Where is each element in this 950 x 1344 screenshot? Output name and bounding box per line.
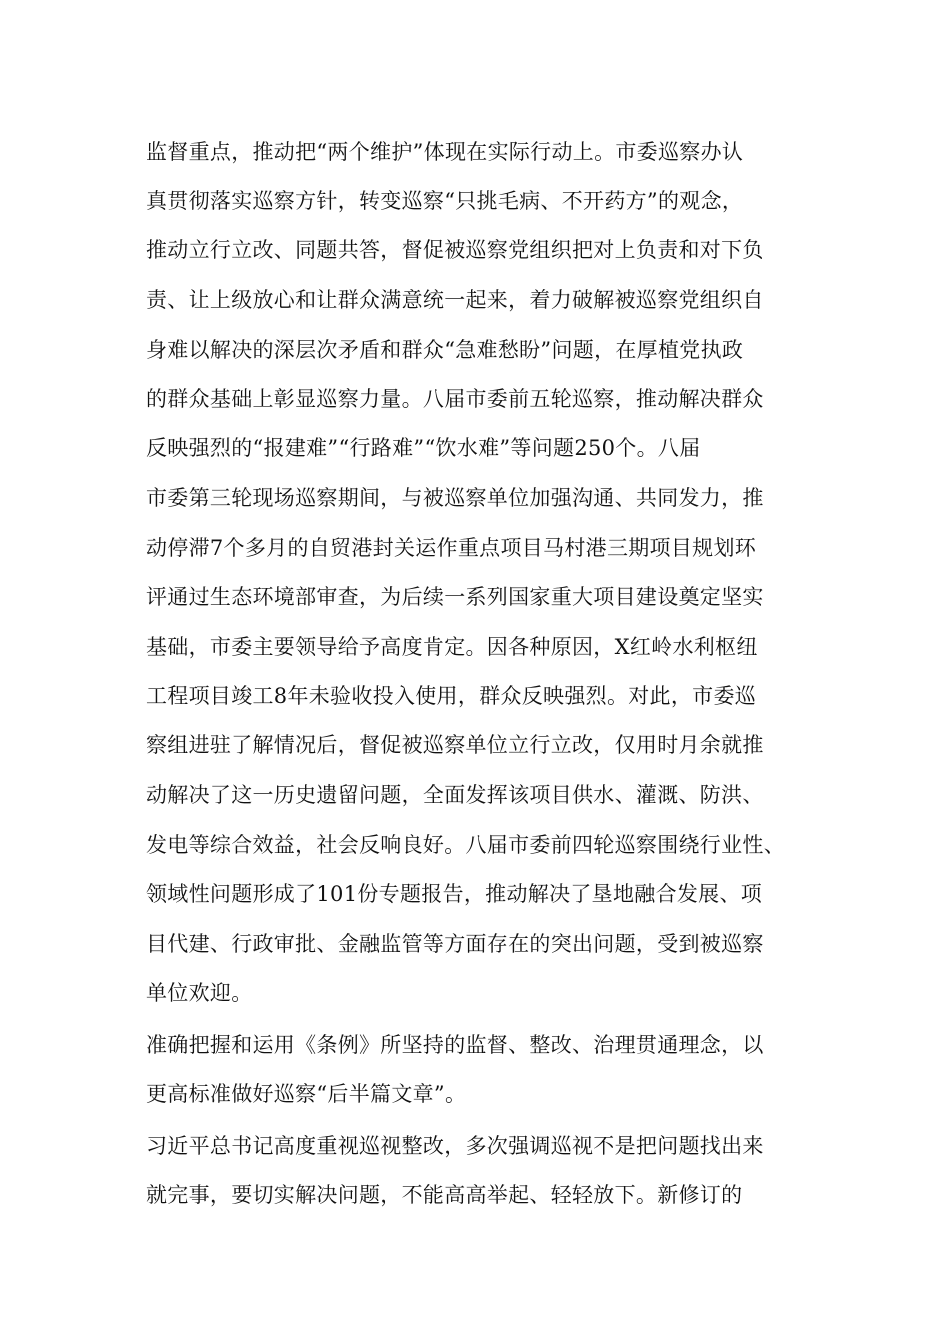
text-line: 身难以解决的深层次矛盾和群众“急难愁盼”问题，在厚植党执政 [146, 338, 744, 362]
text-line: 推动立行立改、同题共答，督促被巡察党组织把对上负责和对下负 [146, 238, 764, 262]
text-line: 市委第三轮现场巡察期间，与被巡察单位加强沟通、共同发力，推 [146, 486, 764, 510]
text-line: 习近平总书记高度重视巡视整改，多次强调巡视不是把问题找出来 [146, 1134, 764, 1158]
text-line: 准确把握和运用《条例》所坚持的监督、整改、治理贯通理念，以 [146, 1033, 764, 1057]
text-line: 工程项目竣工8年未验收投入使用，群众反映强烈。对此，市委巡 [146, 684, 757, 708]
text-line: 就完事，要切实解决问题，不能高高举起、轻轻放下。新修订的 [146, 1183, 743, 1207]
text-line: 动解决了这一历史遗留问题，全面发挥该项目供水、灌溉、防洪、 [146, 783, 764, 807]
text-line: 更高标准做好巡察“后半篇文章”。 [146, 1082, 467, 1106]
text-line: 基础，市委主要领导给予高度肯定。因各种原因，X红岭水利枢纽 [146, 635, 758, 659]
text-line: 监督重点，推动把“两个维护”体现在实际行动上。市委巡察办认 [146, 140, 744, 164]
text-line: 单位欢迎。 [146, 981, 253, 1005]
text-line: 责、让上级放心和让群众满意统一起来，着力破解被巡察党组织自 [146, 288, 764, 312]
text-line: 发电等综合效益，社会反响良好。八届市委前四轮巡察围绕行业性、 [146, 833, 785, 857]
text-line: 评通过生态环境部审查，为后续一系列国家重大项目建设奠定坚实 [146, 585, 764, 609]
text-line: 动停滞7个多月的自贸港封关运作重点项目马村港三期项目规划环 [146, 536, 757, 560]
text-line: 察组进驻了解情况后，督促被巡察单位立行立改，仅用时月余就推 [146, 733, 764, 757]
text-line: 的群众基础上彰显巡察力量。八届市委前五轮巡察，推动解决群众 [146, 387, 764, 411]
text-line: 目代建、行政审批、金融监管等方面存在的突出问题，受到被巡察 [146, 932, 764, 956]
text-line: 领域性问题形成了101份专题报告，推动解决了垦地融合发展、项 [146, 882, 763, 906]
text-line: 反映强烈的“报建难”“行路难”“饮水难”等问题250个。八届 [146, 436, 701, 460]
text-line: 真贯彻落实巡察方针，转变巡察“只挑毛病、不开药方”的观念， [146, 189, 744, 213]
